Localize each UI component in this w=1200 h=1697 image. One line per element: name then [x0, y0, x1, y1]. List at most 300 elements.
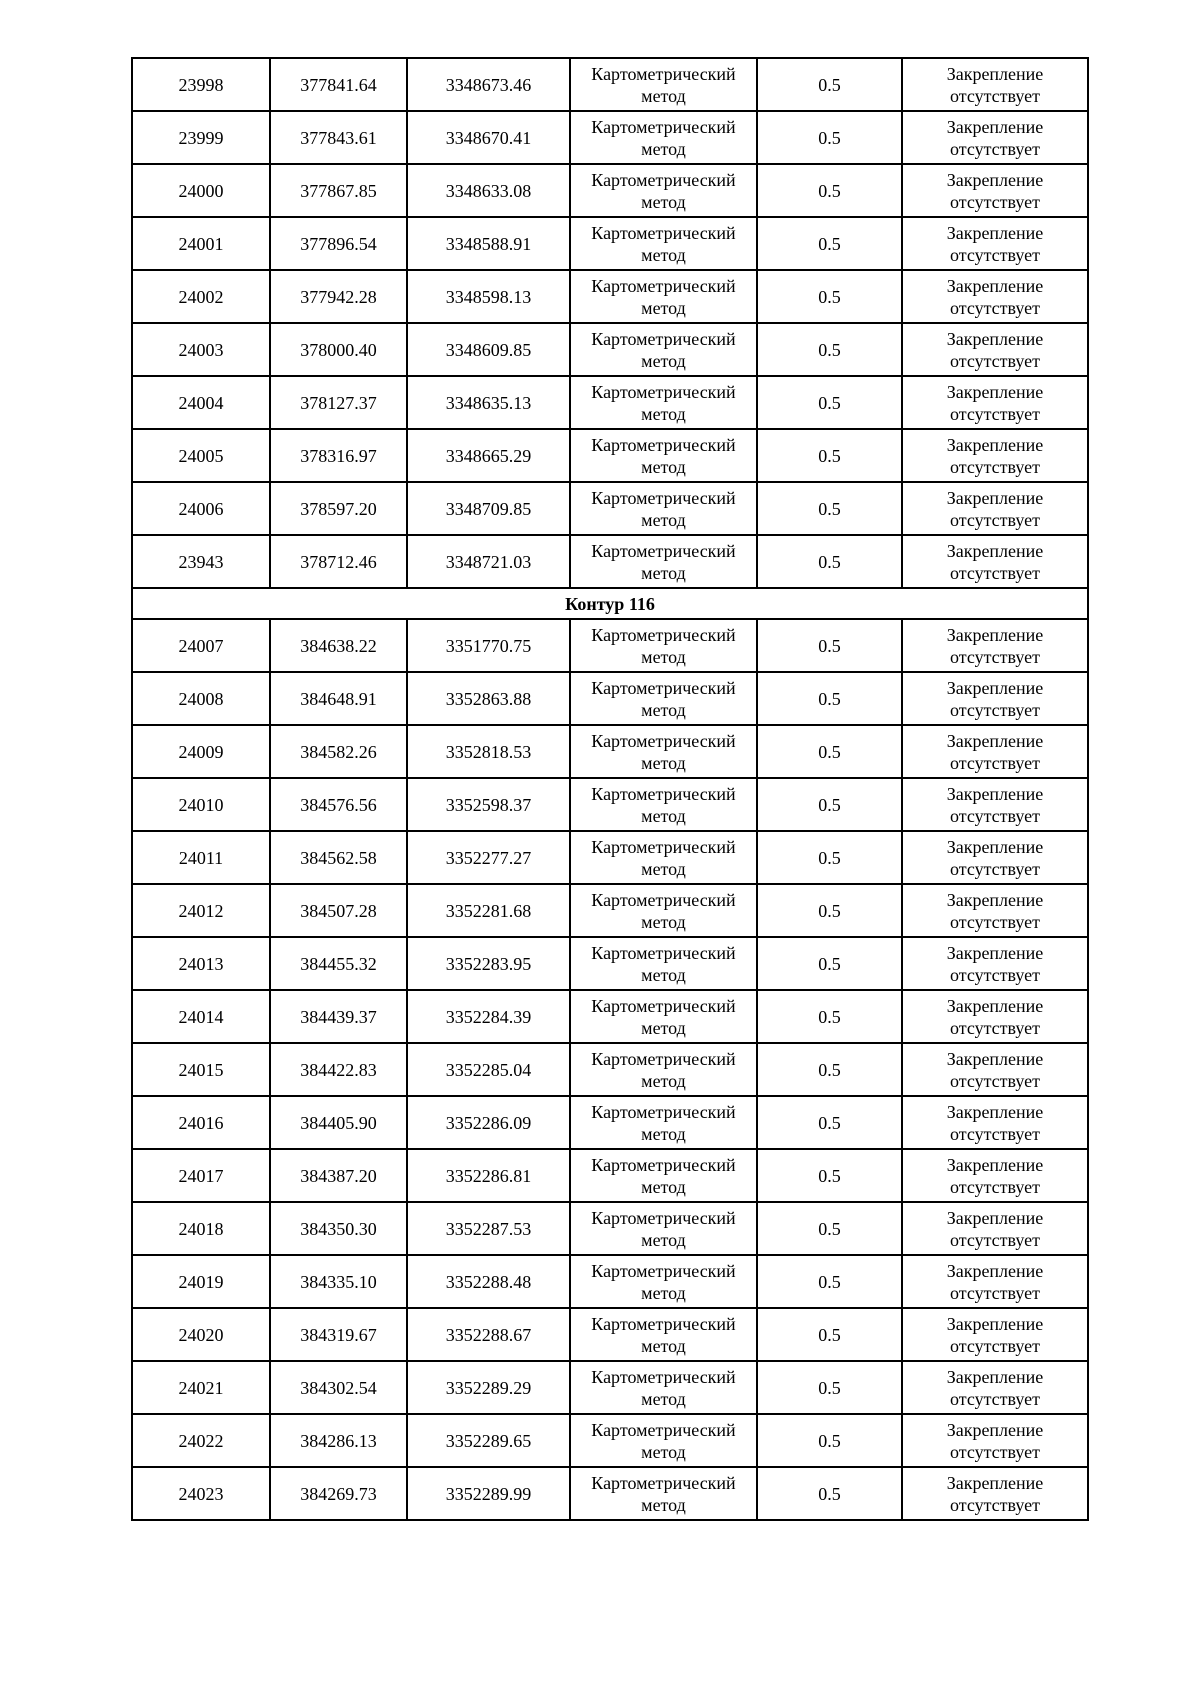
table-row: [132, 1467, 1088, 1520]
table-row: [132, 884, 1088, 937]
method-cell-line2: метод: [641, 456, 686, 477]
precision-cell: 0.5: [757, 990, 902, 1043]
method-cell-line1: Картометрический: [591, 487, 736, 508]
table-row: [132, 58, 1088, 111]
fixation-cell-line1: Закрепление: [946, 169, 1044, 190]
y-coordinate-cell: 3352283.95: [407, 937, 570, 990]
fixation-cell: [902, 58, 1088, 111]
x-coordinate-cell: 384286.13: [270, 1414, 407, 1467]
method-cell: [570, 1308, 757, 1361]
precision-cell: 0.5: [757, 217, 902, 270]
table-row: [132, 619, 1088, 672]
y-coordinate-cell: 3348633.08: [407, 164, 570, 217]
method-cell-line1: Картометрический: [591, 1101, 736, 1122]
precision-cell: 0.5: [757, 1043, 902, 1096]
y-coordinate-cell: 3352285.04: [407, 1043, 570, 1096]
fixation-cell: [902, 323, 1088, 376]
method-cell-line2: метод: [641, 244, 686, 265]
point-id-cell: 24004: [132, 376, 270, 429]
y-coordinate-cell: 3352281.68: [407, 884, 570, 937]
fixation-cell: [902, 111, 1088, 164]
fixation-cell-line2: отсутствует: [949, 1441, 1041, 1462]
method-cell: [570, 1096, 757, 1149]
fixation-cell-line2: отсутствует: [949, 752, 1041, 773]
method-cell-line1: Картометрический: [591, 1260, 736, 1281]
precision-cell: 0.5: [757, 1255, 902, 1308]
y-coordinate-cell: 3352818.53: [407, 725, 570, 778]
table-row: [132, 672, 1088, 725]
fixation-cell-line2: отсутствует: [949, 244, 1041, 265]
method-cell: [570, 1202, 757, 1255]
point-id-cell: 23998: [132, 58, 270, 111]
method-cell-line1: Картометрический: [591, 889, 736, 910]
method-cell-line2: метод: [641, 403, 686, 424]
fixation-cell-line1: Закрепление: [946, 487, 1044, 508]
fixation-cell: [902, 1255, 1088, 1308]
fixation-cell: [902, 482, 1088, 535]
point-id-cell: 24013: [132, 937, 270, 990]
y-coordinate-cell: 3352286.09: [407, 1096, 570, 1149]
fixation-cell-line2: отсутствует: [949, 1282, 1041, 1303]
point-id-cell: 24003: [132, 323, 270, 376]
method-cell-line1: Картометрический: [591, 328, 736, 349]
y-coordinate-cell: 3348609.85: [407, 323, 570, 376]
method-cell-line2: метод: [641, 1388, 686, 1409]
table-row: [132, 990, 1088, 1043]
point-id-cell: 24001: [132, 217, 270, 270]
fixation-cell-line1: Закрепление: [946, 677, 1044, 698]
point-id-cell: 24007: [132, 619, 270, 672]
x-coordinate-cell: 384350.30: [270, 1202, 407, 1255]
method-cell-line1: Картометрический: [591, 63, 736, 84]
method-cell-line1: Картометрический: [591, 381, 736, 402]
y-coordinate-cell: 3352289.99: [407, 1467, 570, 1520]
method-cell: [570, 111, 757, 164]
table-row: [132, 1202, 1088, 1255]
y-coordinate-cell: 3352863.88: [407, 672, 570, 725]
point-id-cell: 24018: [132, 1202, 270, 1255]
x-coordinate-cell: 384507.28: [270, 884, 407, 937]
precision-cell: 0.5: [757, 1414, 902, 1467]
table-row: [132, 1255, 1088, 1308]
method-cell-line2: метод: [641, 562, 686, 583]
method-cell-line1: Картометрический: [591, 1419, 736, 1440]
precision-cell: 0.5: [757, 1149, 902, 1202]
point-id-cell: 23943: [132, 535, 270, 588]
method-cell: [570, 884, 757, 937]
method-cell-line2: метод: [641, 1494, 686, 1515]
point-id-cell: 24010: [132, 778, 270, 831]
point-id-cell: 24008: [132, 672, 270, 725]
method-cell-line2: метод: [641, 85, 686, 106]
method-cell-line1: Картометрический: [591, 1154, 736, 1175]
method-cell: [570, 725, 757, 778]
method-cell: [570, 831, 757, 884]
fixation-cell-line2: отсутствует: [949, 297, 1041, 318]
y-coordinate-cell: 3352277.27: [407, 831, 570, 884]
fixation-cell-line1: Закрепление: [946, 730, 1044, 751]
method-cell: [570, 619, 757, 672]
table-row: [132, 270, 1088, 323]
method-cell: [570, 1361, 757, 1414]
point-id-cell: 24015: [132, 1043, 270, 1096]
method-cell-line1: Картометрический: [591, 677, 736, 698]
method-cell-line1: Картометрический: [591, 116, 736, 137]
fixation-cell-line2: отсутствует: [949, 138, 1041, 159]
x-coordinate-cell: 378000.40: [270, 323, 407, 376]
fixation-cell-line1: Закрепление: [946, 995, 1044, 1016]
table-row: [132, 1096, 1088, 1149]
x-coordinate-cell: 384439.37: [270, 990, 407, 1043]
precision-cell: 0.5: [757, 535, 902, 588]
method-cell-line1: Картометрический: [591, 434, 736, 455]
method-cell-line1: Картометрический: [591, 275, 736, 296]
fixation-cell: [902, 1149, 1088, 1202]
x-coordinate-cell: 384269.73: [270, 1467, 407, 1520]
table-row: [132, 482, 1088, 535]
method-cell-line2: метод: [641, 646, 686, 667]
method-cell-line1: Картометрический: [591, 1472, 736, 1493]
fixation-cell-line2: отсутствует: [949, 509, 1041, 530]
fixation-cell: [902, 1361, 1088, 1414]
method-cell-line1: Картометрический: [591, 942, 736, 963]
method-cell: [570, 672, 757, 725]
x-coordinate-cell: 384422.83: [270, 1043, 407, 1096]
fixation-cell-line1: Закрепление: [946, 1048, 1044, 1069]
fixation-cell: [902, 1467, 1088, 1520]
fixation-cell-line2: отсутствует: [949, 350, 1041, 371]
y-coordinate-cell: 3348588.91: [407, 217, 570, 270]
method-cell-line1: Картометрический: [591, 222, 736, 243]
fixation-cell-line1: Закрепление: [946, 783, 1044, 804]
method-cell-line2: метод: [641, 1282, 686, 1303]
method-cell-line2: метод: [641, 1229, 686, 1250]
method-cell-line2: метод: [641, 1441, 686, 1462]
fixation-cell-line1: Закрепление: [946, 1260, 1044, 1281]
method-cell-line2: метод: [641, 911, 686, 932]
precision-cell: 0.5: [757, 1308, 902, 1361]
fixation-cell-line2: отсутствует: [949, 964, 1041, 985]
fixation-cell-line2: отсутствует: [949, 1494, 1041, 1515]
x-coordinate-cell: 378127.37: [270, 376, 407, 429]
point-id-cell: 24016: [132, 1096, 270, 1149]
fixation-cell-line2: отсутствует: [949, 191, 1041, 212]
x-coordinate-cell: 384405.90: [270, 1096, 407, 1149]
table-row: [132, 725, 1088, 778]
point-id-cell: 23999: [132, 111, 270, 164]
method-cell-line2: метод: [641, 297, 686, 318]
x-coordinate-cell: 378316.97: [270, 429, 407, 482]
fixation-cell-line1: Закрепление: [946, 836, 1044, 857]
y-coordinate-cell: 3352286.81: [407, 1149, 570, 1202]
method-cell: [570, 535, 757, 588]
method-cell-line2: метод: [641, 191, 686, 212]
table-row: [132, 1308, 1088, 1361]
x-coordinate-cell: 384302.54: [270, 1361, 407, 1414]
y-coordinate-cell: 3348721.03: [407, 535, 570, 588]
x-coordinate-cell: 377942.28: [270, 270, 407, 323]
point-id-cell: 24022: [132, 1414, 270, 1467]
precision-cell: 0.5: [757, 323, 902, 376]
precision-cell: 0.5: [757, 778, 902, 831]
fixation-cell: [902, 270, 1088, 323]
y-coordinate-cell: 3348673.46: [407, 58, 570, 111]
method-cell: [570, 778, 757, 831]
method-cell-line1: Картометрический: [591, 540, 736, 561]
y-coordinate-cell: 3352289.65: [407, 1414, 570, 1467]
fixation-cell: [902, 535, 1088, 588]
precision-cell: 0.5: [757, 164, 902, 217]
fixation-cell-line1: Закрепление: [946, 1101, 1044, 1122]
table-row: [132, 376, 1088, 429]
x-coordinate-cell: 377896.54: [270, 217, 407, 270]
precision-cell: 0.5: [757, 672, 902, 725]
point-id-cell: 24021: [132, 1361, 270, 1414]
method-cell-line2: метод: [641, 964, 686, 985]
fixation-cell-line2: отсутствует: [949, 1335, 1041, 1356]
fixation-cell-line1: Закрепление: [946, 1419, 1044, 1440]
precision-cell: 0.5: [757, 831, 902, 884]
x-coordinate-cell: 384576.56: [270, 778, 407, 831]
point-id-cell: 24002: [132, 270, 270, 323]
fixation-cell-line1: Закрепление: [946, 1472, 1044, 1493]
fixation-cell-line2: отсутствует: [949, 699, 1041, 720]
method-cell: [570, 1467, 757, 1520]
method-cell: [570, 217, 757, 270]
precision-cell: 0.5: [757, 376, 902, 429]
method-cell: [570, 429, 757, 482]
coordinates-table-body: [132, 58, 1088, 1520]
method-cell-line2: метод: [641, 805, 686, 826]
point-id-cell: 24017: [132, 1149, 270, 1202]
fixation-cell-line2: отсутствует: [949, 456, 1041, 477]
fixation-cell: [902, 429, 1088, 482]
table-row: [132, 1149, 1088, 1202]
x-coordinate-cell: 377867.85: [270, 164, 407, 217]
method-cell-line2: метод: [641, 752, 686, 773]
coordinates-table: [131, 57, 1089, 1521]
method-cell: [570, 1149, 757, 1202]
precision-cell: 0.5: [757, 937, 902, 990]
method-cell: [570, 164, 757, 217]
method-cell: [570, 1043, 757, 1096]
precision-cell: 0.5: [757, 1202, 902, 1255]
fixation-cell: [902, 1414, 1088, 1467]
method-cell-line1: Картометрический: [591, 995, 736, 1016]
fixation-cell-line2: отсутствует: [949, 1017, 1041, 1038]
method-cell-line2: метод: [641, 1017, 686, 1038]
fixation-cell: [902, 725, 1088, 778]
fixation-cell: [902, 376, 1088, 429]
y-coordinate-cell: 3351770.75: [407, 619, 570, 672]
y-coordinate-cell: 3352288.67: [407, 1308, 570, 1361]
point-id-cell: 24012: [132, 884, 270, 937]
fixation-cell-line1: Закрепление: [946, 381, 1044, 402]
fixation-cell: [902, 990, 1088, 1043]
point-id-cell: 24005: [132, 429, 270, 482]
table-row: [132, 164, 1088, 217]
method-cell: [570, 58, 757, 111]
point-id-cell: 24023: [132, 1467, 270, 1520]
method-cell: [570, 990, 757, 1043]
table-row: [132, 1414, 1088, 1467]
fixation-cell: [902, 672, 1088, 725]
table-row: [132, 1043, 1088, 1096]
method-cell: [570, 1414, 757, 1467]
fixation-cell: [902, 1308, 1088, 1361]
method-cell-line1: Картометрический: [591, 1366, 736, 1387]
method-cell-line2: метод: [641, 1123, 686, 1144]
method-cell-line1: Картометрический: [591, 1313, 736, 1334]
fixation-cell-line2: отсутствует: [949, 85, 1041, 106]
precision-cell: 0.5: [757, 111, 902, 164]
x-coordinate-cell: 384638.22: [270, 619, 407, 672]
table-row: [132, 535, 1088, 588]
fixation-cell-line1: Закрепление: [946, 1313, 1044, 1334]
y-coordinate-cell: 3348670.41: [407, 111, 570, 164]
fixation-cell: [902, 164, 1088, 217]
fixation-cell-line1: Закрепление: [946, 1207, 1044, 1228]
fixation-cell-line2: отсутствует: [949, 1070, 1041, 1091]
y-coordinate-cell: 3352289.29: [407, 1361, 570, 1414]
precision-cell: 0.5: [757, 482, 902, 535]
point-id-cell: 24011: [132, 831, 270, 884]
method-cell: [570, 1255, 757, 1308]
precision-cell: 0.5: [757, 58, 902, 111]
section-header-row: [132, 588, 1088, 619]
method-cell-line1: Картометрический: [591, 836, 736, 857]
x-coordinate-cell: 384319.67: [270, 1308, 407, 1361]
y-coordinate-cell: 3348665.29: [407, 429, 570, 482]
x-coordinate-cell: 378712.46: [270, 535, 407, 588]
method-cell-line1: Картометрический: [591, 624, 736, 645]
fixation-cell: [902, 937, 1088, 990]
table-row: [132, 937, 1088, 990]
fixation-cell-line2: отсутствует: [949, 646, 1041, 667]
fixation-cell-line1: Закрепление: [946, 1366, 1044, 1387]
precision-cell: 0.5: [757, 1361, 902, 1414]
fixation-cell: [902, 778, 1088, 831]
method-cell-line2: метод: [641, 1070, 686, 1091]
x-coordinate-cell: 378597.20: [270, 482, 407, 535]
method-cell-line1: Картометрический: [591, 783, 736, 804]
fixation-cell-line1: Закрепление: [946, 328, 1044, 349]
point-id-cell: 24009: [132, 725, 270, 778]
fixation-cell: [902, 1043, 1088, 1096]
precision-cell: 0.5: [757, 619, 902, 672]
fixation-cell-line1: Закрепление: [946, 275, 1044, 296]
y-coordinate-cell: 3348709.85: [407, 482, 570, 535]
fixation-cell-line2: отсутствует: [949, 1176, 1041, 1197]
fixation-cell-line1: Закрепление: [946, 1154, 1044, 1175]
table-row: [132, 429, 1088, 482]
fixation-cell-line1: Закрепление: [946, 889, 1044, 910]
y-coordinate-cell: 3352288.48: [407, 1255, 570, 1308]
precision-cell: 0.5: [757, 270, 902, 323]
fixation-cell: [902, 1096, 1088, 1149]
method-cell: [570, 323, 757, 376]
point-id-cell: 24020: [132, 1308, 270, 1361]
method-cell: [570, 376, 757, 429]
method-cell-line2: метод: [641, 1176, 686, 1197]
fixation-cell: [902, 1202, 1088, 1255]
fixation-cell-line1: Закрепление: [946, 434, 1044, 455]
x-coordinate-cell: 377843.61: [270, 111, 407, 164]
fixation-cell: [902, 884, 1088, 937]
table-row: [132, 831, 1088, 884]
table-row: [132, 217, 1088, 270]
y-coordinate-cell: 3352284.39: [407, 990, 570, 1043]
fixation-cell: [902, 619, 1088, 672]
fixation-cell-line2: отсутствует: [949, 1229, 1041, 1250]
fixation-cell-line1: Закрепление: [946, 942, 1044, 963]
method-cell-line1: Картометрический: [591, 730, 736, 751]
table-row: [132, 778, 1088, 831]
x-coordinate-cell: 384335.10: [270, 1255, 407, 1308]
method-cell: [570, 482, 757, 535]
fixation-cell-line1: Закрепление: [946, 540, 1044, 561]
x-coordinate-cell: 384455.32: [270, 937, 407, 990]
point-id-cell: 24006: [132, 482, 270, 535]
x-coordinate-cell: 384387.20: [270, 1149, 407, 1202]
fixation-cell-line2: отсутствует: [949, 1388, 1041, 1409]
method-cell-line1: Картометрический: [591, 1207, 736, 1228]
x-coordinate-cell: 384562.58: [270, 831, 407, 884]
table-row: [132, 111, 1088, 164]
point-id-cell: 24019: [132, 1255, 270, 1308]
fixation-cell-line1: Закрепление: [946, 116, 1044, 137]
method-cell: [570, 270, 757, 323]
y-coordinate-cell: 3348635.13: [407, 376, 570, 429]
precision-cell: 0.5: [757, 1467, 902, 1520]
fixation-cell: [902, 831, 1088, 884]
method-cell-line2: метод: [641, 509, 686, 530]
table-row: [132, 323, 1088, 376]
fixation-cell-line2: отсутствует: [949, 911, 1041, 932]
fixation-cell-line1: Закрепление: [946, 624, 1044, 645]
x-coordinate-cell: 384648.91: [270, 672, 407, 725]
x-coordinate-cell: 384582.26: [270, 725, 407, 778]
method-cell-line2: метод: [641, 699, 686, 720]
fixation-cell-line1: Закрепление: [946, 63, 1044, 84]
fixation-cell-line2: отсутствует: [949, 858, 1041, 879]
x-coordinate-cell: 377841.64: [270, 58, 407, 111]
y-coordinate-cell: 3352287.53: [407, 1202, 570, 1255]
precision-cell: 0.5: [757, 884, 902, 937]
method-cell-line1: Картометрический: [591, 1048, 736, 1069]
method-cell-line2: метод: [641, 138, 686, 159]
precision-cell: 0.5: [757, 1096, 902, 1149]
method-cell: [570, 937, 757, 990]
fixation-cell-line1: Закрепление: [946, 222, 1044, 243]
fixation-cell: [902, 217, 1088, 270]
point-id-cell: 24000: [132, 164, 270, 217]
y-coordinate-cell: 3348598.13: [407, 270, 570, 323]
precision-cell: 0.5: [757, 725, 902, 778]
fixation-cell-line2: отсутствует: [949, 562, 1041, 583]
y-coordinate-cell: 3352598.37: [407, 778, 570, 831]
fixation-cell-line2: отсутствует: [949, 1123, 1041, 1144]
point-id-cell: 24014: [132, 990, 270, 1043]
method-cell-line2: метод: [641, 350, 686, 371]
method-cell-line2: метод: [641, 858, 686, 879]
table-row: [132, 1361, 1088, 1414]
fixation-cell-line2: отсутствует: [949, 805, 1041, 826]
section-title: Контур 116: [132, 588, 1088, 619]
precision-cell: 0.5: [757, 429, 902, 482]
method-cell-line2: метод: [641, 1335, 686, 1356]
fixation-cell-line2: отсутствует: [949, 403, 1041, 424]
